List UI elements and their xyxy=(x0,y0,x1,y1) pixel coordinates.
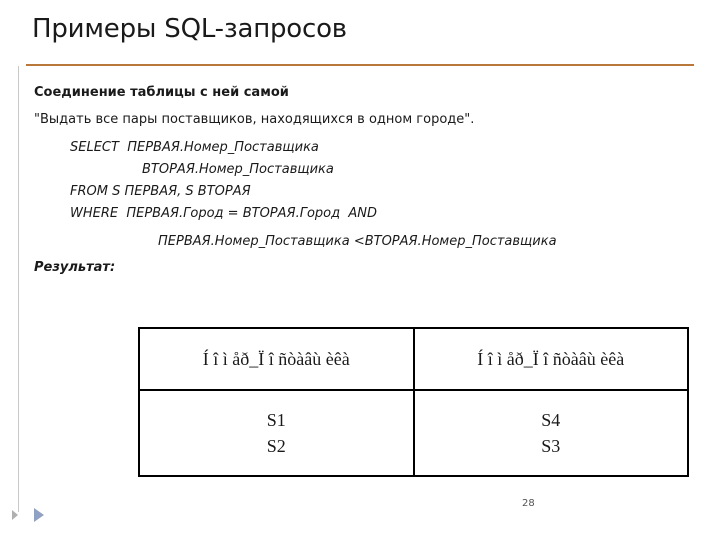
task-text: "Выдать все пары поставщиков, находящихся в одном городе". xyxy=(34,112,475,127)
corner-arrow-icon xyxy=(12,510,18,520)
table-value: S4 xyxy=(541,410,561,430)
table-cell-col1 xyxy=(139,390,414,476)
table-value: S1 xyxy=(266,410,286,430)
slide-title: Примеры SQL-запросов xyxy=(32,14,347,44)
table-header-cell: Í î ì åð_Ï î ñòàâù èêà xyxy=(139,328,414,390)
result-label: Результат: xyxy=(34,260,116,275)
slide-subtitle: Соединение таблицы с ней самой xyxy=(34,85,289,100)
code-line-select: SELECT ПЕРВАЯ.Номер_Поставщика xyxy=(70,140,319,155)
code-line-condition: ПЕРВАЯ.Номер_Поставщика <ВТОРАЯ.Номер_Поставщика xyxy=(158,234,557,249)
page-number: 28 xyxy=(522,498,535,509)
table-header-row xyxy=(139,328,688,390)
code-line-from: FROM S ПЕРВАЯ, S ВТОРАЯ xyxy=(70,184,251,199)
code-line-where: WHERE ПЕРВАЯ.Город = ВТОРАЯ.Город AND xyxy=(70,206,377,221)
table-value: S2 xyxy=(266,436,286,456)
table-row xyxy=(139,390,688,476)
next-slide-arrow-icon[interactable] xyxy=(34,508,44,522)
code-line-select-2: ВТОРАЯ.Номер_Поставщика xyxy=(142,162,334,177)
result-table xyxy=(138,327,689,477)
table-header-cell: Í î ì åð_Ï î ñòàâù èêà xyxy=(414,328,689,390)
side-divider xyxy=(18,66,19,512)
title-divider xyxy=(26,64,694,66)
table-value: S3 xyxy=(541,436,561,456)
table-cell-col2 xyxy=(414,390,689,476)
